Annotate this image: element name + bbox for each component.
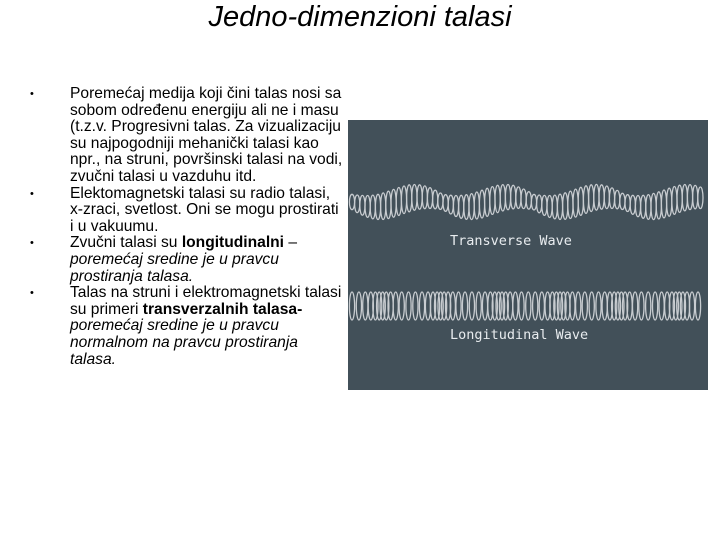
coil-loop — [365, 196, 370, 218]
coil-loop — [615, 190, 620, 208]
bullet-text: Poremećaj medija koji čini talas nosi sa sobom određenu energiju ali ne i masu (t.z.v. Progresivni talas. Za vizualizaciju su najpogodniji mehanički talasi kao npr., na struni, površinski talasi na vodi, zvučni talasi u vazduhu itd. — [70, 85, 343, 185]
bullet-text: Elektomagnetski talasi su radio talasi, x-zraci, svetlost. Oni se mogu prostirati i u vakuumu. — [70, 184, 339, 235]
transverse-wave-label: Transverse Wave — [450, 233, 572, 249]
bullet-text-post: – — [284, 234, 298, 252]
coil-loop — [521, 189, 526, 209]
coil-loop — [427, 188, 432, 209]
coil-loop — [596, 292, 601, 320]
coil-loop — [393, 292, 398, 320]
coil-loop — [417, 185, 422, 209]
coil-loop — [500, 185, 505, 211]
coil-loop — [659, 292, 664, 320]
coil-loop — [360, 195, 365, 215]
coil-loop — [620, 193, 625, 209]
coil-loop — [349, 292, 354, 320]
coil-loop — [453, 196, 458, 217]
coil-loop — [513, 292, 518, 320]
coil-loop — [511, 185, 516, 209]
coil-loop — [563, 193, 568, 220]
coil-loop — [443, 195, 448, 212]
coil-loop — [355, 195, 360, 213]
coil-loop — [599, 185, 604, 209]
coil-loop — [651, 193, 656, 219]
coil-loop — [639, 292, 644, 320]
coil-loop — [633, 292, 638, 320]
coil-loop — [422, 186, 427, 209]
coil-loop — [552, 195, 557, 219]
coil-loop — [533, 292, 538, 320]
coil-loop — [464, 195, 469, 220]
coil-loop — [469, 292, 474, 320]
coil-loop — [641, 195, 646, 218]
coil-loop — [602, 292, 607, 320]
bullet-text-bold: transverzalnih talasa- — [142, 300, 303, 318]
coil-loop — [630, 195, 635, 214]
coil-loop — [406, 292, 411, 320]
bullet-text-italic: poremećaj sredine je u pravcu normalnom na pravcu prostiranja talasa. — [70, 317, 298, 368]
coil-loop — [419, 292, 424, 320]
coil-loop — [604, 186, 609, 209]
coil-loop — [653, 292, 658, 320]
coil-loop — [672, 187, 677, 215]
coil-loop — [568, 191, 573, 218]
coil-loop — [589, 292, 594, 320]
transverse-wave-graphic — [349, 184, 703, 219]
coil-loop — [438, 193, 443, 209]
longitudinal-wave-graphic — [349, 292, 700, 320]
coil-loop — [413, 292, 418, 320]
coil-loop — [542, 195, 547, 215]
coil-loop — [363, 292, 368, 320]
coil-loop — [401, 186, 406, 214]
coil-loop — [573, 189, 578, 217]
coil-loop — [667, 188, 672, 216]
coil-loop — [537, 195, 542, 213]
wave-illustration — [348, 120, 708, 390]
coil-loop — [589, 185, 594, 212]
coil-loop — [687, 185, 692, 210]
coil-loop — [576, 292, 581, 320]
coil-loop — [396, 188, 401, 216]
coil-loop — [582, 292, 587, 320]
coil-loop — [539, 292, 544, 320]
coil-loop — [474, 192, 479, 219]
coil-loop — [698, 187, 703, 209]
coil-loop — [482, 292, 487, 320]
coil-loop — [485, 188, 490, 216]
coil-loop — [495, 185, 500, 212]
bullet-text-italic: poremećaj sredine je u pravcu prostiranja talasa. — [70, 250, 279, 285]
coil-loop — [399, 292, 404, 320]
coil-loop — [693, 185, 698, 208]
bullet-dot-icon: • — [30, 187, 34, 200]
bullet-item — [28, 235, 346, 285]
coil-loop — [531, 194, 536, 210]
coil-loop — [635, 196, 640, 217]
coil-loop — [448, 195, 453, 214]
coil-loop — [526, 292, 531, 320]
bullet-item — [28, 285, 346, 368]
coil-loop — [349, 194, 354, 209]
coil-loop — [459, 195, 464, 218]
coil-loop — [433, 190, 438, 209]
coil-loop — [386, 191, 391, 218]
bullet-list — [28, 86, 346, 368]
coil-loop — [375, 194, 380, 219]
coil-loop — [516, 187, 521, 209]
coil-loop — [456, 292, 461, 320]
coil-loop — [625, 195, 630, 212]
longitudinal-wave-label: Longitudinal Wave — [450, 327, 589, 343]
coil-loop — [578, 187, 583, 215]
coil-loop — [391, 189, 396, 217]
coil-loop — [381, 193, 386, 220]
bullet-text-pre: Zvučni talasi su — [70, 234, 182, 252]
bullet-dot-icon: • — [30, 88, 34, 100]
bullet-text-bold: longitudinalni — [181, 234, 285, 252]
coil-loop — [646, 292, 651, 320]
coil-loop — [356, 292, 361, 320]
coil-loop — [695, 292, 700, 320]
bullet-text-pre: Talas na struni i elektromagnetski talasi su primeri — [70, 284, 342, 318]
coil-loop — [547, 196, 552, 218]
coil-loop — [476, 292, 481, 320]
coil-loop — [412, 185, 417, 211]
coil-loop — [505, 185, 510, 210]
coil-loop — [656, 192, 661, 219]
coil-loop — [583, 186, 588, 214]
bullet-dot-icon: • — [30, 237, 34, 250]
coil-loop — [661, 190, 666, 218]
coil-loop — [370, 195, 375, 219]
coil-loop — [682, 185, 687, 211]
coil-loop — [469, 194, 474, 220]
coil-loop — [609, 188, 614, 209]
coil-loop — [557, 194, 562, 219]
wave-figure — [348, 120, 708, 390]
coil-loop — [677, 185, 682, 212]
coil-loop — [646, 195, 651, 220]
coil-loop — [490, 187, 495, 215]
bullet-item — [28, 86, 346, 186]
coil-loop — [479, 190, 484, 218]
coil-loop — [519, 292, 524, 320]
coil-loop — [526, 192, 531, 209]
bullet-dot-icon: • — [30, 287, 34, 300]
slide-title: Jedno-dimenzioni talasi — [208, 1, 512, 33]
coil-loop — [594, 184, 599, 210]
bullet-item — [28, 186, 346, 236]
coil-loop — [407, 185, 412, 212]
coil-loop — [462, 292, 467, 320]
